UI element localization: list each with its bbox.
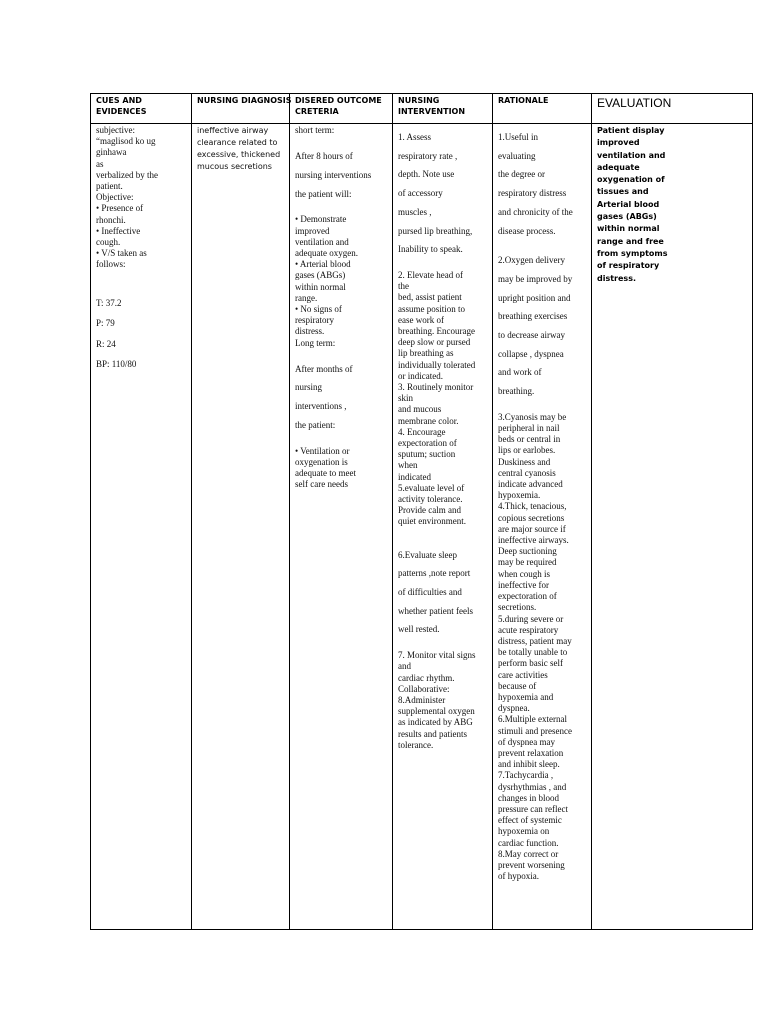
text-line: depth. Note use (398, 169, 455, 180)
text-line: 5.evaluate level of (398, 482, 465, 493)
text-line: Long term: (295, 337, 336, 348)
rationale-1 (498, 128, 587, 240)
text-line: of dyspnea may (498, 736, 555, 747)
text-line: interventions , (295, 401, 347, 412)
text-line: or indicated. (398, 370, 443, 381)
text-line: may be required (498, 557, 557, 568)
text-line: adequate to meet (295, 467, 356, 478)
text-line: range. (295, 292, 318, 303)
text-line: indicate advanced (498, 479, 563, 490)
text-line: disease process. (498, 225, 556, 236)
intervention-6 (398, 546, 488, 640)
text-line: 7.Tachycardia , (498, 770, 554, 781)
text-line: oxygenation of (597, 175, 665, 185)
text-line: muscles , (398, 206, 432, 217)
evaluation-text (597, 125, 748, 285)
text-line: activity tolerance. (398, 493, 463, 504)
text-line: because of (498, 680, 537, 691)
text-line: 8.Administer (398, 694, 446, 705)
text-line: self care needs (295, 479, 348, 490)
text-line: expectoration of (498, 591, 557, 602)
text-line: 3.Cyanosis may be (498, 411, 567, 422)
nursing-care-plan-table (90, 93, 753, 930)
text-line: secretions. (498, 602, 537, 613)
text-line: 3. Routinely monitor (398, 381, 474, 392)
text-line: 2.Oxygen delivery (498, 255, 565, 266)
text-line: pursed lip breathing, (398, 225, 473, 236)
text-line: peripheral in nail (498, 423, 560, 434)
text-line: membrane color. (398, 415, 459, 426)
text-line: Duskiness and (498, 456, 551, 467)
text-line: supplemental oxygen (398, 706, 475, 717)
text-line: Arterial blood (597, 199, 660, 209)
text-line: lips or earlobes. (498, 445, 556, 456)
text-line: ineffective airways. (498, 535, 569, 546)
text-line: 7. Monitor vital signs (398, 650, 476, 661)
text-line: hypoxemia and (498, 691, 554, 702)
text-line: breathing exercises (498, 311, 568, 322)
text-line: collapse , dyspnea (498, 348, 564, 359)
text-line: breathing. (498, 386, 535, 397)
rationale-3-8 (498, 412, 587, 883)
text-line: pressure can reflect (498, 803, 568, 814)
text-line: beds or central in (498, 434, 561, 445)
header-nursing-diagnosis (192, 94, 290, 124)
short-term-intro (295, 147, 388, 203)
text-line: Provide calm and (398, 505, 461, 516)
text-line: 6.Evaluate sleep (398, 549, 457, 560)
text-line: Objective: (96, 192, 134, 203)
text-line: mucous secretions (197, 162, 272, 171)
text-line: prevent worsening (498, 859, 565, 870)
outcome-cell (290, 124, 393, 930)
text-line: 1.Useful in (498, 132, 538, 142)
text-line: • Arterial blood (295, 259, 351, 270)
text-line: ginhawa (96, 147, 127, 158)
text-line: as indicated by ABG (398, 717, 473, 728)
text-line: oxygenation is (295, 456, 348, 467)
text-line: After 8 hours of (295, 151, 353, 162)
text-line: well rested. (398, 624, 440, 635)
text-line: and mucous (398, 404, 442, 415)
text-line: 4.Thick, tenacious, (498, 501, 567, 512)
text-line: T: 37.2 (96, 297, 122, 308)
text-line: 6.Multiple external (498, 714, 567, 725)
text-line: subjective: (96, 125, 135, 135)
text-line: when (398, 460, 418, 471)
text-line: hypoxemia. (498, 490, 541, 501)
text-line: improved (597, 138, 640, 148)
vital-signs (96, 293, 187, 375)
text-line: patient. (96, 181, 123, 192)
text-line: of difficulties and (398, 587, 462, 597)
text-line: dysrhythmias , and (498, 781, 567, 792)
short-term-goals (295, 214, 388, 348)
header-evaluation (592, 94, 753, 124)
text-line: deep slow or pursed (398, 337, 471, 348)
text-line: ventilation and (295, 236, 349, 247)
text-line: improved (295, 225, 330, 236)
text-line: may be improved by (498, 273, 573, 284)
evaluation-cell (592, 124, 753, 930)
text-line: dyspnea. (498, 703, 530, 714)
text-line: RATIONALE (498, 96, 549, 105)
text-line: to decrease airway (498, 330, 565, 341)
text-line: prevent relaxation (498, 747, 564, 758)
text-line: quiet environment. (398, 516, 466, 527)
content-row (91, 124, 753, 930)
text-line: 4. Encourage (398, 426, 446, 437)
cues-text (96, 125, 187, 271)
text-line: P: 79 (96, 318, 115, 329)
text-line: lip breathing as (398, 348, 454, 359)
text-line: results and patients (398, 728, 467, 739)
text-line: EVIDENCES (96, 107, 147, 116)
interventions-2-5 (398, 270, 488, 528)
text-line: effect of systemic (498, 815, 562, 826)
intervention-cell (393, 124, 493, 930)
text-line: distress. (597, 273, 636, 283)
text-line: After months of (295, 363, 353, 374)
text-line: as (96, 158, 104, 169)
text-line: excessive, thickened (197, 150, 281, 159)
text-line: nursing (295, 382, 322, 393)
text-line: nursing interventions (295, 169, 372, 180)
header-nursing-intervention (393, 94, 493, 124)
text-line: ventilation and (597, 150, 666, 160)
text-line: CRETERIA (295, 107, 339, 116)
text-line: BP: 110/80 (96, 359, 137, 370)
text-line: and (398, 661, 411, 672)
text-line: when cough is (498, 568, 550, 579)
text-line: NURSING (398, 96, 440, 105)
text-line: expectoration of (398, 437, 457, 448)
text-line: distress, patient may (498, 635, 572, 646)
text-line: clearance related to (197, 138, 278, 147)
text-line: “maglisod ko ug (96, 136, 156, 147)
text-line: tolerance. (398, 739, 434, 750)
text-line: skin (398, 393, 414, 404)
text-line: INTERVENTION (398, 107, 466, 116)
text-line: upright position and (498, 292, 571, 303)
text-line: verbalized by the (96, 169, 158, 180)
text-line: • Ventilation or (295, 445, 350, 456)
text-line: cardiac rhythm. (398, 672, 455, 683)
text-line: copious secretions (498, 512, 565, 523)
diagnosis-cell (192, 124, 290, 930)
text-line: Collaborative: (398, 683, 450, 694)
text-line: indicated (398, 471, 431, 482)
text-line: assume position to (398, 303, 465, 314)
long-term-intro (295, 360, 388, 435)
short-term-label: short term: (295, 125, 335, 135)
rationale-cell (493, 124, 592, 930)
text-line: the (398, 281, 409, 292)
header-rationale (493, 94, 592, 124)
text-line: sputum; suction (398, 449, 456, 460)
header-row (91, 94, 753, 124)
text-line: perform basic self (498, 658, 563, 669)
text-line: and chronicity of the (498, 206, 573, 217)
text-line: distress. (295, 326, 325, 337)
text-line: individually tolerated (398, 359, 476, 370)
text-line: Inability to speak. (398, 244, 463, 255)
text-line: tissues and (597, 187, 649, 197)
rationale-2 (498, 251, 587, 401)
text-line: 5.during severe or (498, 613, 564, 624)
text-line: and inhibit sleep. (498, 759, 560, 770)
text-line: whether patient feels (398, 605, 473, 616)
text-line: within normal (295, 281, 346, 292)
text-line: 8.May correct or (498, 848, 559, 859)
text-line: range and free (597, 236, 664, 246)
header-outcome-criteria (290, 94, 393, 124)
text-line: changes in blood (498, 792, 559, 803)
text-line: central cyanosis (498, 467, 556, 478)
text-line: care activities (498, 669, 548, 680)
text-line: • No signs of (295, 303, 342, 314)
text-line: ineffective for (498, 579, 550, 590)
text-line: Patient display (597, 126, 665, 135)
interventions-7-8 (398, 650, 488, 751)
text-line: 1. Assess (398, 132, 432, 142)
text-line: and work of (498, 367, 542, 378)
text-line: R: 24 (96, 338, 116, 349)
text-line: breathing. Encourage (398, 325, 475, 336)
text-line: EVALUATION (597, 96, 672, 110)
text-line: the degree or (498, 169, 545, 180)
text-line: cough. (96, 237, 121, 248)
text-line: of hypoxia. (498, 871, 539, 882)
text-line: ineffective airway (197, 126, 269, 135)
text-line: evaluating (498, 150, 536, 161)
text-line: bed, assist patient (398, 292, 462, 303)
text-line: 2. Elevate head of (398, 269, 463, 280)
text-line: DISERED OUTCOME (295, 96, 382, 105)
long-term-goals (295, 446, 388, 491)
text-line: rhonchi. (96, 214, 126, 225)
text-line: be totally unable to (498, 647, 568, 658)
text-line: acute respiratory (498, 624, 559, 635)
text-line: respiratory rate , (398, 150, 458, 161)
text-line: follows: (96, 259, 126, 270)
text-line: CUES AND (96, 96, 142, 105)
text-line: adequate (597, 162, 640, 172)
text-line: within normal (597, 224, 660, 234)
text-line: are major source if (498, 523, 566, 534)
text-line: • Ineffective (96, 225, 141, 236)
text-line: of accessory (398, 188, 443, 199)
text-line: • Presence of (96, 203, 144, 214)
text-line: from symptoms (597, 248, 668, 258)
text-line: patterns ,note report (398, 568, 471, 579)
diagnosis-text (197, 125, 285, 173)
text-line: of respiratory (597, 261, 660, 271)
text-line: hypoxemia on (498, 826, 550, 837)
text-line: stimuli and presence (498, 725, 572, 736)
text-line: gases (ABGs) (295, 270, 346, 281)
text-line: ease work of (398, 314, 444, 325)
text-line: the patient will: (295, 188, 352, 199)
text-line: adequate oxygen. (295, 247, 358, 258)
text-line: respiratory (295, 315, 334, 326)
text-line: respiratory distress (498, 188, 567, 199)
intervention-1 (398, 128, 488, 259)
text-line: cardiac function. (498, 837, 559, 848)
text-line: • Demonstrate (295, 214, 347, 225)
text-line: gases (ABGs) (597, 212, 657, 222)
text-line: • V/S taken as (96, 248, 147, 259)
text-line: Deep suctioning (498, 546, 557, 557)
text-line: the patient: (295, 419, 336, 430)
header-cues (91, 94, 192, 124)
text-line: NURSING DIAGNOSIS (197, 96, 292, 105)
cues-cell (91, 124, 192, 930)
